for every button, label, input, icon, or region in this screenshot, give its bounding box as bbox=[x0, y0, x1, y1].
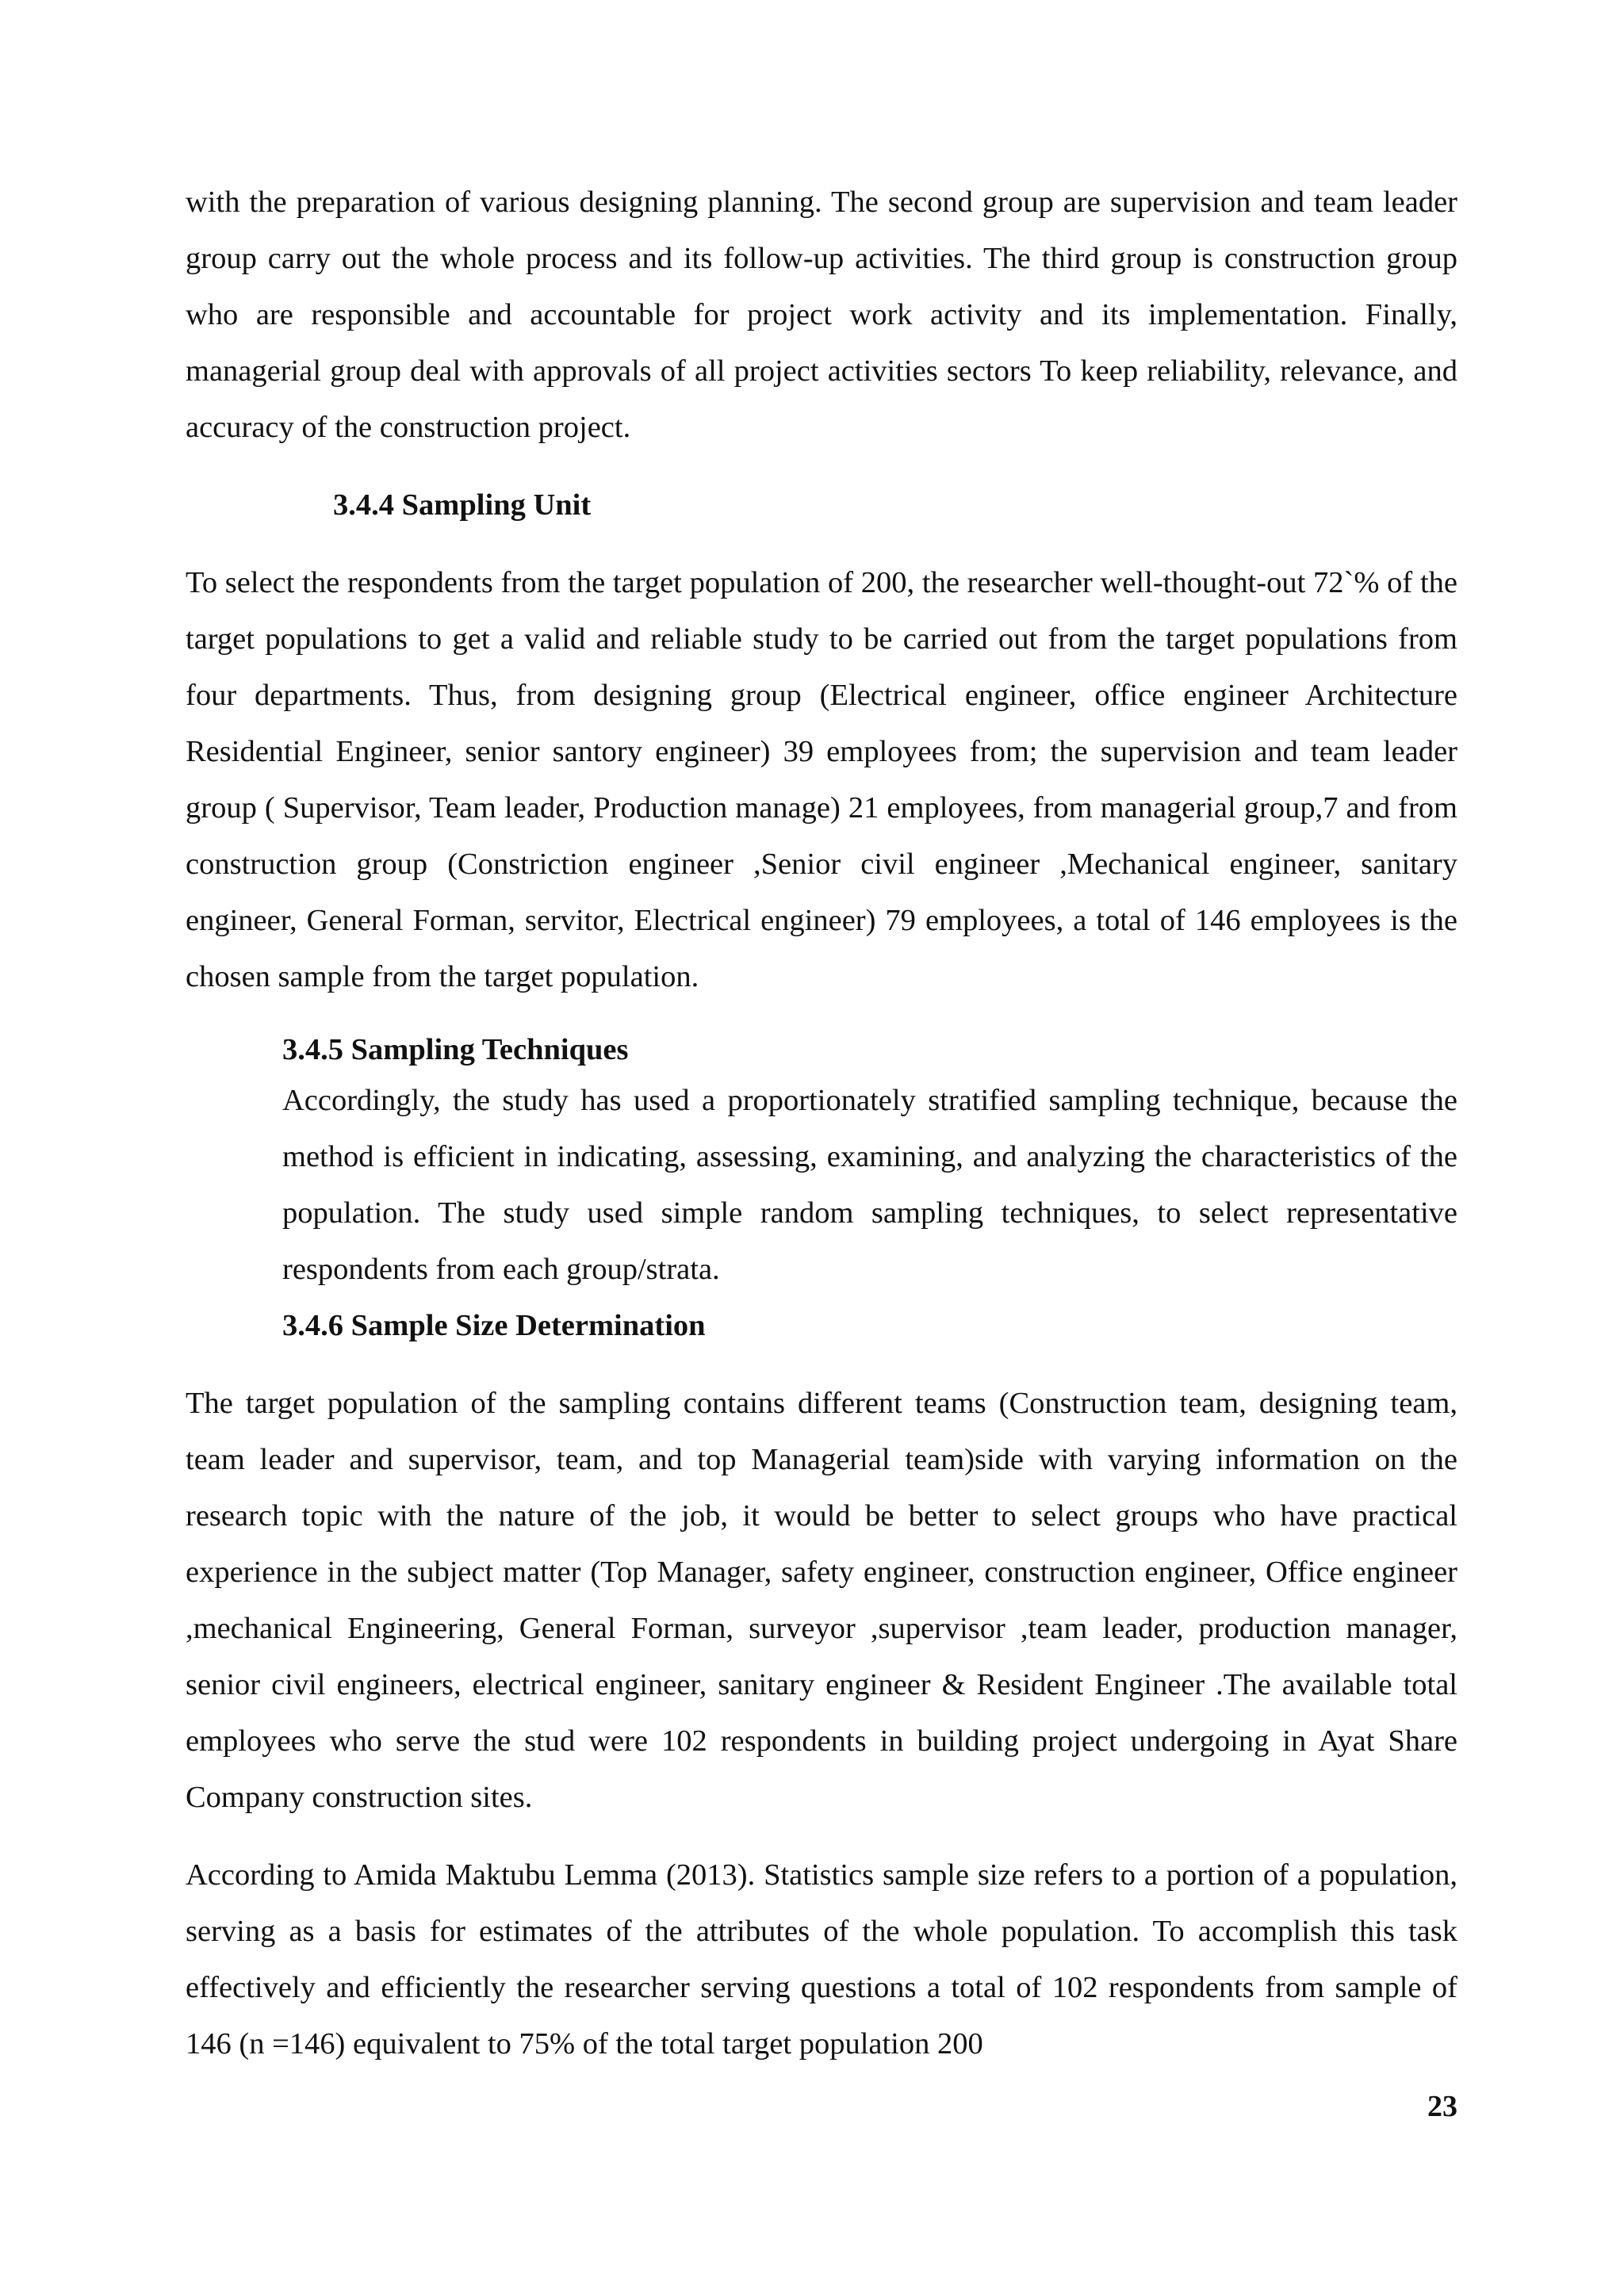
paragraph-sample-size-1: The target population of the sampling contains different teams (Construction team, designing team, team leader and supervisor, team, and top Managerial team)side with varying information on the research topic with the nature of the job, it would be better to select groups who have practical experience in the subject matter (Top Manager, safety engineer, construction engineer, Office engineer ,mechanical Engineering, General Forman, surveyor ,supervisor ,team leader, production manager, senior civil engineers, electrical engineer, sanitary engineer & Resident Engineer .The available total employees who serve the stud were 102 respondents in building project undergoing in Ayat Share Company construction sites. bbox=[186, 1387, 1457, 1814]
paragraph-sampling-techniques: Accordingly, the study has used a proportionately stratified sampling technique, because the method is efficient in indicating, assessing, examining, and analyzing the characteristics of the population. The study used simple random sampling techniques, to select representative respondents from each group/strata. bbox=[282, 1084, 1457, 1286]
spacer bbox=[186, 1005, 1457, 1027]
page-body bbox=[186, 174, 1457, 2072]
paragraph-intro: with the preparation of various designing planning. The second group are supervision and team leader group carry out the whole process and its follow-up activities. The third group is construction group who are responsible and accountable for project work activity and its implementation. Finally, managerial group deal with approvals of all project activities sectors To keep reliability, relevance, and accuracy of the construction project. bbox=[186, 186, 1457, 444]
heading-sample-size-determination: 3.4.6 Sample Size Determination bbox=[282, 1309, 706, 1342]
paragraph-sampling-unit: To select the respondents from the target population of 200, the researcher well-thought-out 72`% of the target populations to get a valid and reliable study to be carried out from the target populations from four departments. Thus, from designing group (Electrical engineer, office engineer Architecture Residential Engineer, senior santory engineer) 39 employees from; the supervision and team leader group ( Supervisor, Team leader, Production manage) 21 employees, from managerial group,7 and from construction group (Constriction engineer ,Senior civil engineer ,Mechanical engineer, sanitary engineer, General Forman, servitor, Electrical engineer) 79 employees, a total of 146 employees is the chosen sample from the target population. bbox=[186, 566, 1457, 993]
paragraph-sample-size-2: According to Amida Maktubu Lemma (2013). Statistics sample size refers to a portion of a population, serving as a basis for estimates of the attributes of the whole population. To accomplish this task effectively and efficiently the researcher serving questions a total of 102 respondents from sample of 146 (n =146) equivalent to 75% of the total target population 200 bbox=[186, 1858, 1457, 2061]
spacer bbox=[186, 534, 1457, 555]
heading-sampling-techniques: 3.4.5 Sampling Techniques bbox=[282, 1033, 629, 1066]
heading-sampling-unit: 3.4.4 Sampling Unit bbox=[333, 488, 592, 522]
page-number: 23 bbox=[1427, 2090, 1457, 2123]
spacer bbox=[186, 1354, 1457, 1376]
spacer bbox=[186, 456, 1457, 477]
spacer bbox=[186, 1826, 1457, 1847]
